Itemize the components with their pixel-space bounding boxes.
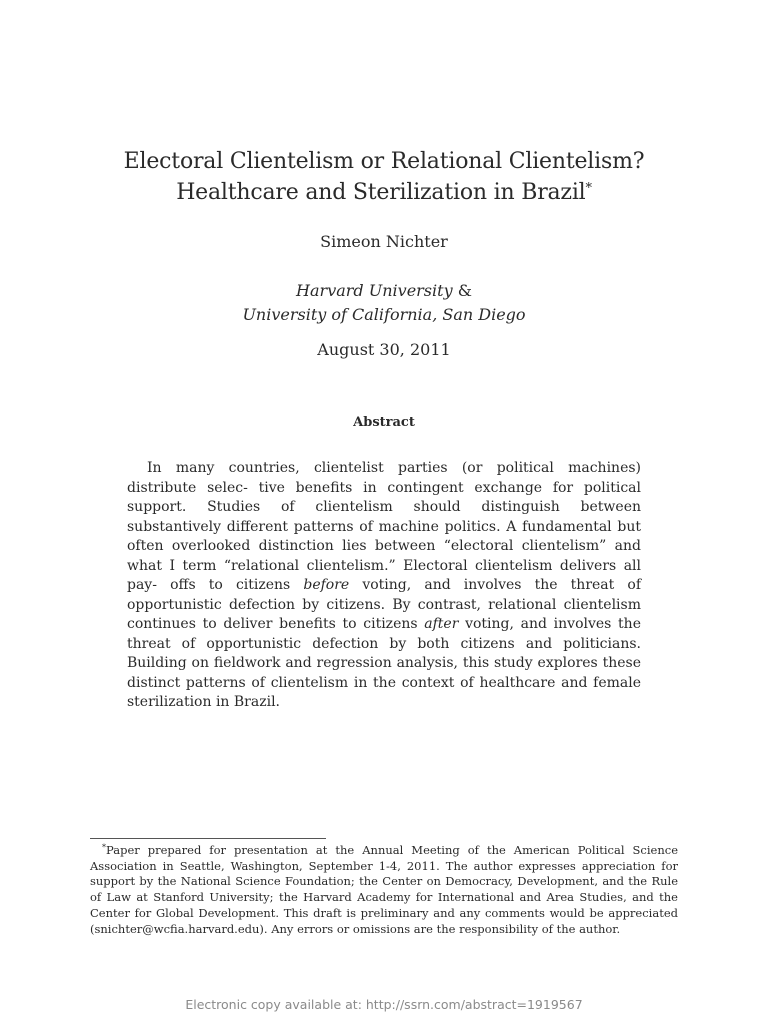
abstract-text-1: In many countries, clientelist parties (or political machines) distribute selec- tive benefits in contingent exchange for political support. Studies of clientelism should distinguish between substantively different patterns of machine politics. A fundamental but often overlooked distinction lies between “electoral clientelism” and what I term “relational clientelism.” Electoral clientelism delivers all pay- offs to citizens	[127, 460, 641, 593]
affiliation-ucsd: University of California, San Diego	[242, 305, 526, 324]
affiliation-ampersand: &	[452, 281, 472, 300]
title-line-2-text: Healthcare and Sterilization in Brazil	[176, 180, 586, 205]
affiliations	[0, 279, 768, 327]
abstract-text-3: voting, and involves the threat of opportunistic defection by both citizens and politicians. Building on fieldwork and regression analysis, this study explores these distinct patterns of clientelism in the context of healthcare and female sterilization in Brazil.	[127, 616, 641, 710]
affiliation-harvard: Harvard University	[296, 281, 453, 300]
affiliation-line-1	[0, 279, 768, 303]
paper-date: August 30, 2011	[317, 340, 451, 359]
ssrn-watermark[interactable]: Electronic copy available at: http://ssrn.com/abstract=1919567	[185, 997, 583, 1012]
abstract-text-2: voting, and involves the threat of opportunistic defection by citizens. By contrast, relational clientelism continues to deliver benefits to citizens	[127, 577, 642, 632]
paper-title	[0, 146, 768, 208]
title-line-1: Electoral Clientelism or Relational Clientelism?	[123, 149, 645, 174]
footnote-mark: *	[102, 843, 106, 852]
title-footnote-mark[interactable]: *	[585, 181, 592, 196]
footnote-rule	[90, 838, 326, 839]
author-name: Simeon Nichter	[320, 232, 448, 251]
abstract-emphasis-before: before	[303, 577, 350, 593]
footnote	[90, 843, 678, 937]
abstract-body	[127, 459, 641, 713]
footnote-text: Paper prepared for presentation at the Annual Meeting of the American Political Science Association in Seattle, Washington, September 1-4, 2011. The author expresses appreciation for support by the National Science Foundation; the Center on Democracy, Development, and the Rule of Law at Stanford University; the Harvard Academy for International and Area Studies, and the Center for Global Development. This draft is preliminary and any comments would be appreciated (snichter@wcfia.harvard.edu). Any errors or omissions are the responsibility of the author.	[90, 843, 678, 936]
abstract-heading: Abstract	[353, 415, 415, 430]
title-line-2	[0, 177, 768, 208]
abstract-emphasis-after: after	[424, 616, 459, 632]
